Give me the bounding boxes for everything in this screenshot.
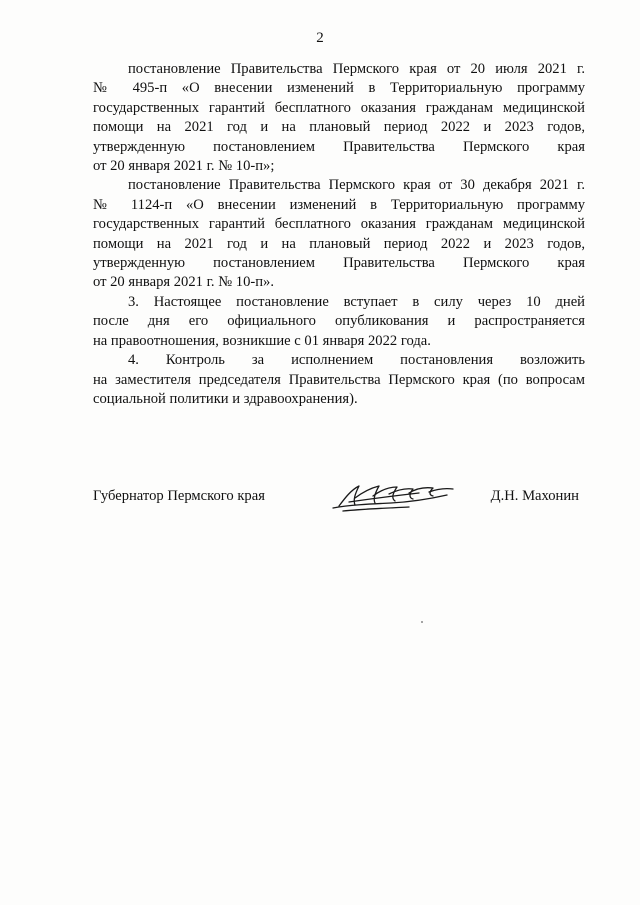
text-line: помощи на 2021 год и на плановый период 2022 и 2023 годов, (93, 119, 585, 136)
text-line: 4. Контроль за исполнением постановления возложить (128, 352, 585, 369)
page-number: 2 (316, 30, 324, 46)
paragraph-resolution-495 (93, 60, 585, 176)
signature-block (93, 484, 585, 524)
text-line: после дня его официального опубликования и распространяется (93, 313, 585, 330)
text-line: государственных гарантий бесплатного оказания гражданам медицинской (93, 99, 585, 116)
signatory-name: Д.Н. Махонин (490, 488, 579, 504)
paragraph-resolution-1124 (93, 176, 585, 292)
text-line: постановление Правительства Пермского края от 20 июля 2021 г. (128, 61, 585, 77)
paragraph-item-4 (93, 351, 585, 409)
text-line: помощи на 2021 год и на плановый период 2022 и 2023 годов, (93, 235, 585, 252)
document-body (93, 60, 585, 409)
text-line: социальной политики и здравоохранения). (93, 390, 358, 407)
text-line: на заместителя председателя Правительства Пермского края (по вопросам (93, 371, 585, 388)
text-line: государственных гарантий бесплатного оказания гражданам медицинской (93, 216, 585, 233)
scan-speck (421, 621, 423, 623)
text-line: от 20 января 2021 г. № 10-п». (93, 274, 274, 291)
text-line: утвержденную постановлением Правительства Пермского края (93, 255, 585, 272)
text-line: утвержденную постановлением Правительства Пермского края (93, 138, 585, 155)
text-line: № 1124-п «О внесении изменений в Территориальную программу (93, 196, 585, 213)
paragraph-item-3 (93, 293, 585, 351)
text-line: на правоотношения, возникшие с 01 января 2022 года. (93, 332, 431, 349)
text-line: постановление Правительства Пермского края от 30 декабря 2021 г. (128, 177, 585, 194)
text-line: 3. Настоящее постановление вступает в силу через 10 дней (128, 293, 585, 310)
text-line: от 20 января 2021 г. № 10-п»; (93, 158, 275, 175)
signatory-title: Губернатор Пермского края (93, 488, 265, 504)
handwritten-signature (329, 478, 459, 518)
text-line: № 495-п «О внесении изменений в Территориальную программу (93, 80, 585, 97)
